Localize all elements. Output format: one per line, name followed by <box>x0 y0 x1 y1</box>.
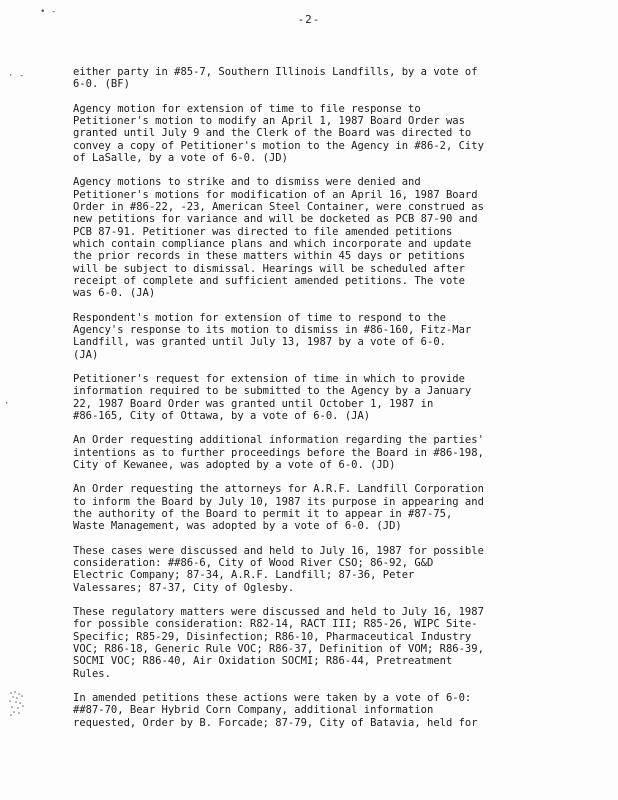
paragraph: An Order requesting additional information regarding the parties' intentions as to further proceedings before the Board in #86-198, City of Kewanee, was adopted by a vote of 6-0. (JD) <box>73 434 484 471</box>
paragraph: An Order requesting the attorneys for A.R.F. Landfill Corporation to inform the Board by July 10, 1987 its purpose in appearing and the authority of the Board to permit it to appear in #87-75, Waste Management, was adopted by a vote of 6-0. (JD) <box>73 483 484 533</box>
page-number: -2- <box>297 13 321 26</box>
scan-speck: · - <box>8 71 25 81</box>
paragraph: either party in #85-7, Southern Illinois Landfills, by a vote of 6-0. (BF) <box>73 66 478 91</box>
paragraph: Agency motion for extension of time to file response to Petitioner's motion to modify an April 1, 1987 Board Order was granted until July 9 and the Clerk of the Board was directed to convey a copy of Petitioner's motion to the Agency in #86-2, City of LaSalle, by a vote of 6-0. (JD) <box>73 102 484 164</box>
scan-speck: • - <box>40 7 57 17</box>
document-body <box>73 66 551 741</box>
paragraph: Agency motions to strike and to dismiss were denied and Petitioner's motions for modification of an April 16, 1987 Board Order in #86-22, -23, American Steel Container, were construed as new petitions for variance and will be docketed as PCB 87-90 and PCB 87-91. Petitioner was directed to file amended petitions which contain compliance plans and which incorporate and update the prior records in these matters within 45 days or petitions will be subject to dismissal. Hearings will be scheduled after receipt of complete and sufficient amended petitions. The vote was 6-0. (JA) <box>73 176 484 300</box>
paragraph: Petitioner's request for extension of time in which to provide information required to be submitted to the Agency by a January 22, 1987 Board Order was granted until October 1, 1987 in #86-165, City of Ottawa, by a vote of 6-0. (JA) <box>73 372 472 422</box>
paragraph: In amended petitions these actions were taken by a vote of 6-0: ##87-70, Bear Hybrid Corn Company, additional information requested, Order by B. Forcade; 87-79, City of Batavia, held for <box>73 692 478 729</box>
paragraph: Respondent's motion for extension of time to respond to the Agency's response to its motion to dismiss in #86-160, Fitz-Mar Landfill, was granted until July 13, 1987 by a vote of 6-0. (JA) <box>73 311 472 361</box>
margin-stamp-icon <box>8 690 26 718</box>
paragraph: These cases were discussed and held to July 16, 1987 for possible consideration: ##86-6, City of Wood River CSO; 86-92, G&D Electric Company; 87-34, A.R.F. Landfill; 87-36, Peter Valessares; 87-37, City of Oglesby. <box>73 544 484 594</box>
scan-speck: · <box>4 399 10 409</box>
paragraph: These regulatory matters were discussed and held to July 16, 1987 for possible consideration: R82-14, RACT III; R85-26, WIPC Site- Specific; R85-29, Disinfection; R86-10, Pharmaceutical Industry VOC; R86-18, Generic Rule VOC; R86-37, Definition of VOM; R86-39, SOCMI VOC; R86-40, Air Oxidation SOCMI; R86-44, Pretreatment Rules. <box>73 606 484 680</box>
